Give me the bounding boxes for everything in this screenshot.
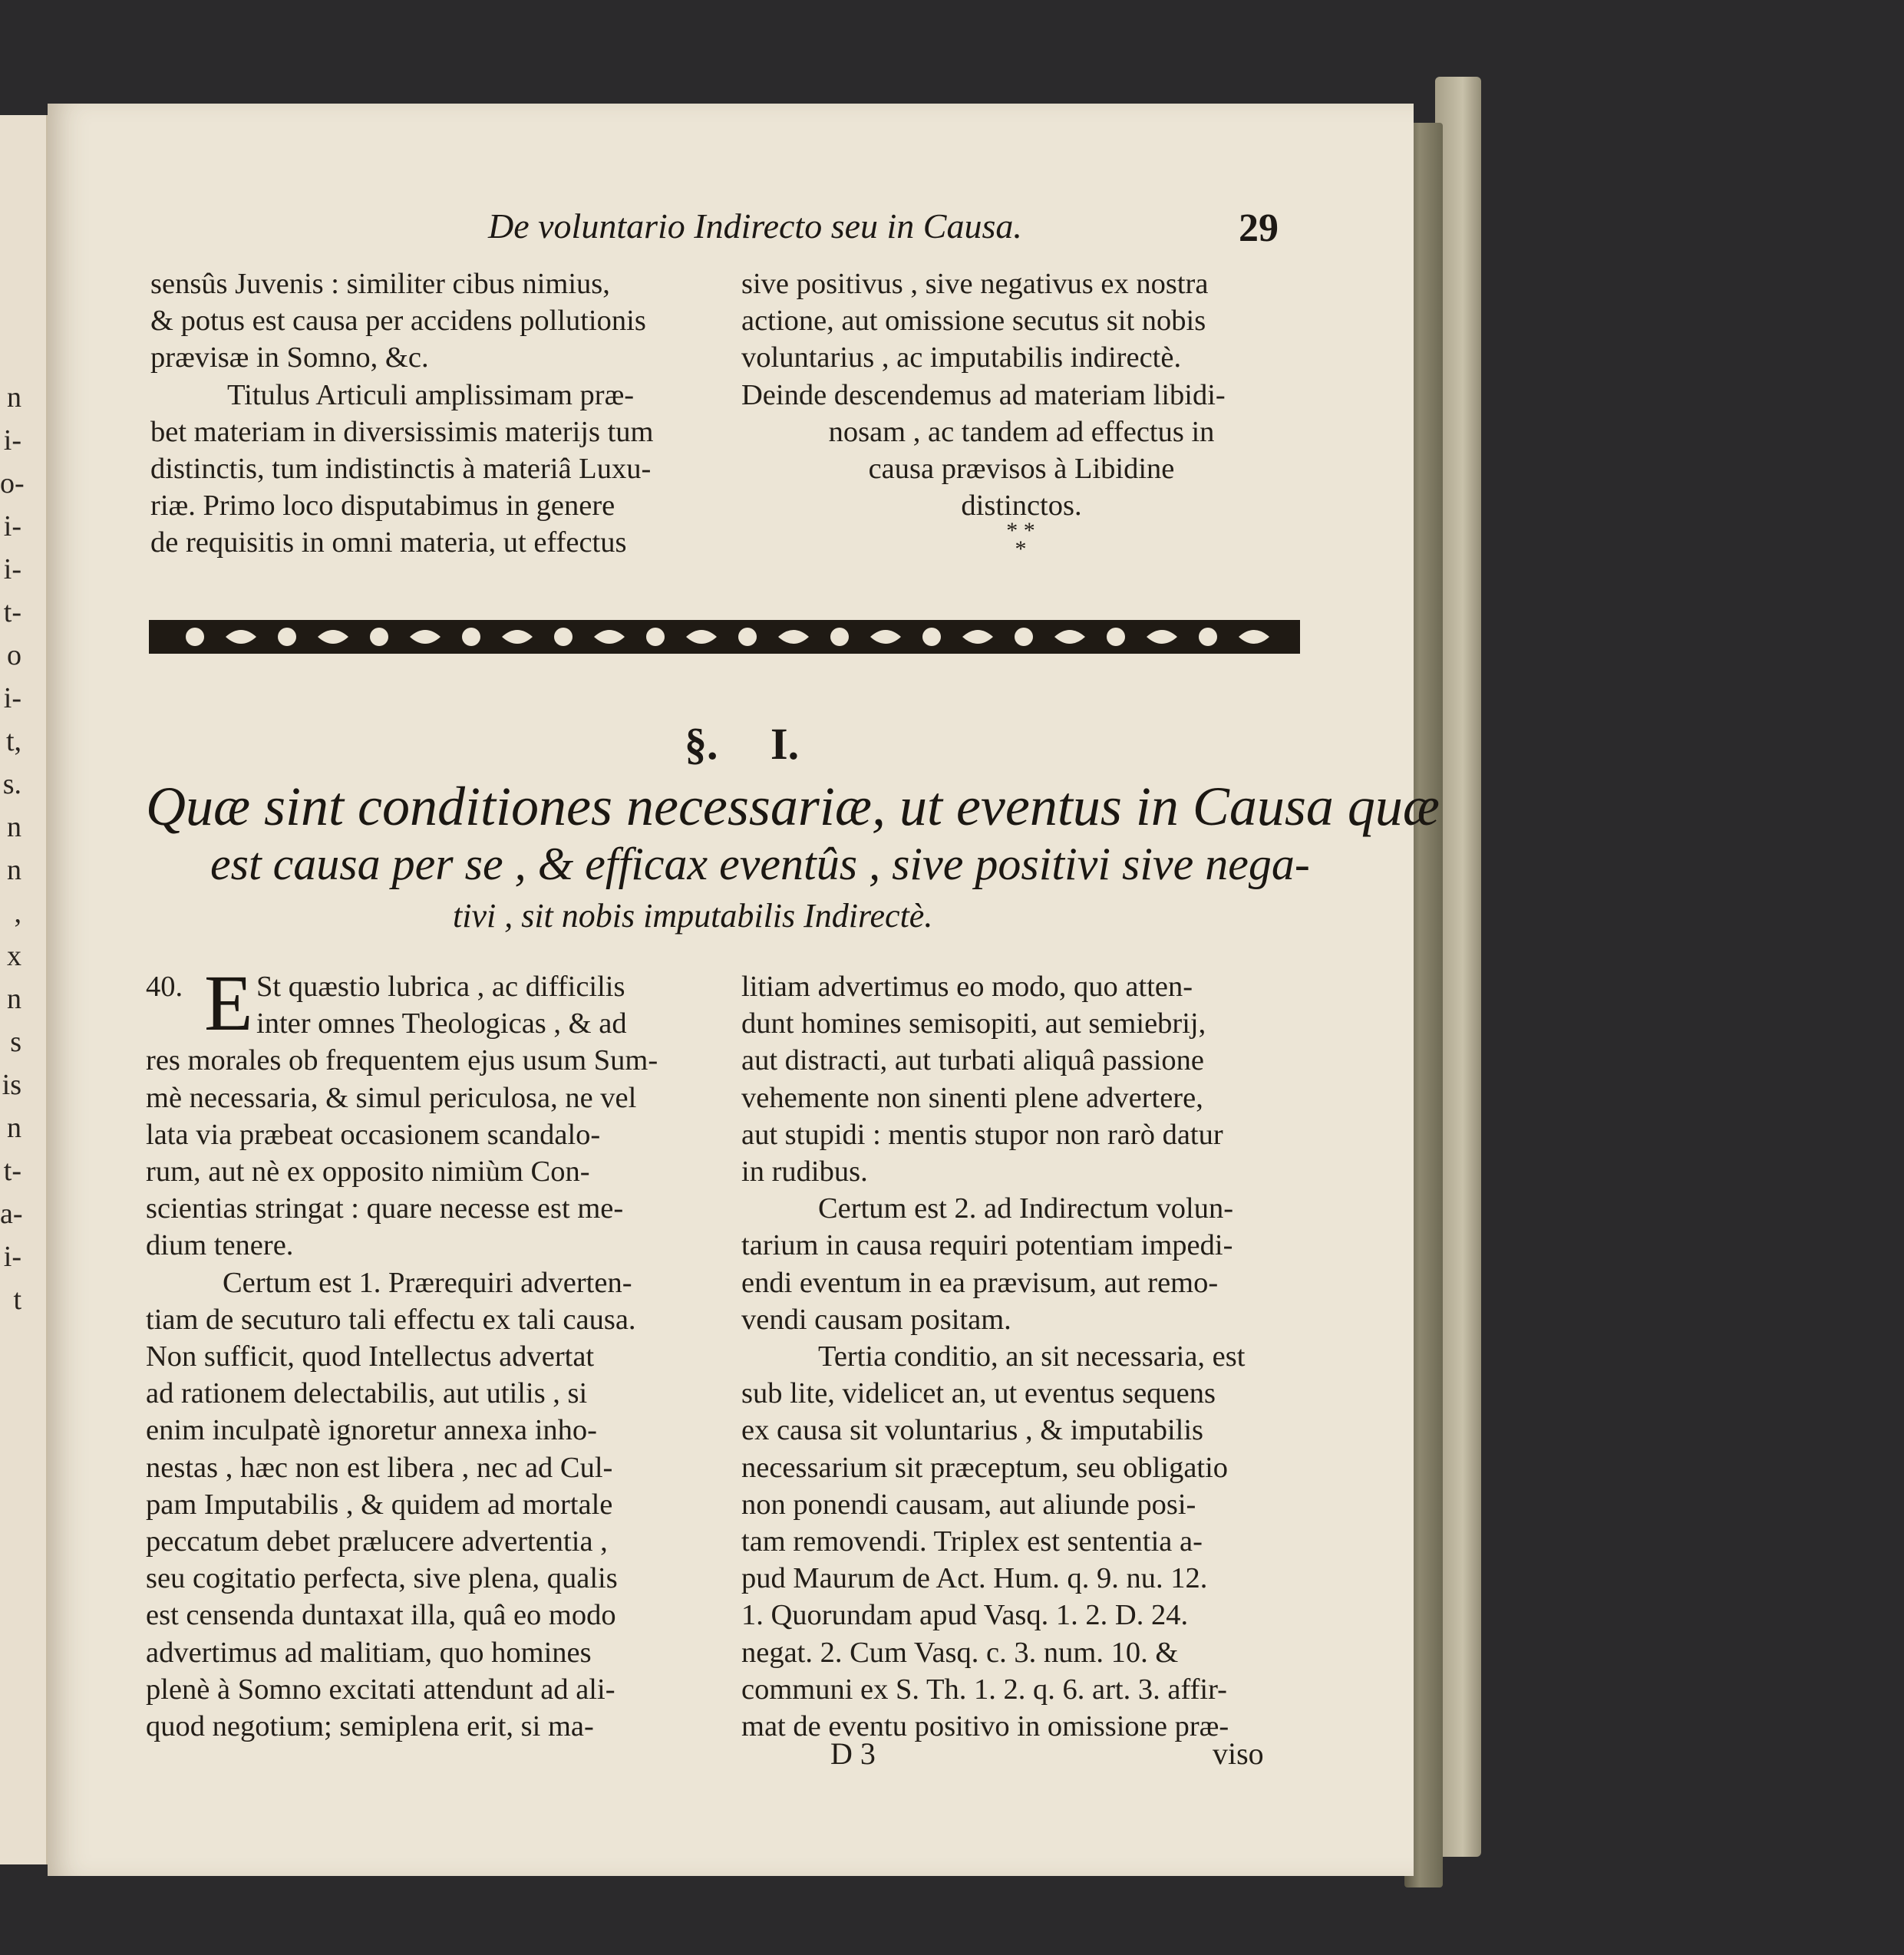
left-column-body-line: [146, 1227, 706, 1264]
left-column-top-line: & potus est causa per accidens pollutionis: [150, 305, 646, 338]
title-line-2: est causa per se , & efficax eventûs , sive positivi sive nega-: [210, 839, 1310, 889]
right-column-body: [741, 968, 1302, 1745]
line-text: tiam de secuturo tali effectu ex tali causa.: [146, 1303, 636, 1336]
line-text: mè necessaria, & simul periculosa, ne vel: [146, 1081, 637, 1114]
left-column-body-line: [146, 1560, 706, 1597]
right-column-top-line: distinctos.: [961, 490, 1082, 523]
facing-page-fragment: n: [7, 854, 21, 886]
drop-cap: E: [204, 959, 253, 1047]
facing-page-fragment: ,: [14, 897, 21, 929]
section-symbol: §.: [685, 719, 718, 769]
line-text: quod negotium; semiplena erit, si ma-: [146, 1710, 594, 1743]
left-column-top-line: de requisitis in omni materia, ut effectus: [150, 526, 627, 559]
right-column-top-line: voluntarius , ac imputabilis indirectè.: [741, 341, 1182, 374]
line-text: res morales ob frequentem ejus usum Sum-: [146, 1044, 658, 1077]
right-column-body-line: negat. 2. Cum Vasq. c. 3. num. 10. &: [741, 1636, 1179, 1669]
right-column-body-line: in rudibus.: [741, 1156, 868, 1188]
right-column-body-line: vehemente non sinenti plene advertere,: [741, 1081, 1203, 1114]
left-column-body-line: [146, 1116, 706, 1153]
running-head: [488, 206, 1302, 252]
right-column-body-line: vendi causam positam.: [741, 1303, 1011, 1336]
facing-page-fragment: x: [7, 940, 21, 972]
line-text: lata via præbeat occasionem scandalo-: [146, 1118, 601, 1151]
left-column-body-line: [146, 1190, 706, 1227]
left-column-body-line: [146, 1301, 706, 1338]
title-line-3: tivi , sit nobis imputabilis Indirectè.: [453, 897, 933, 935]
facing-page-fragment: t-: [3, 1155, 21, 1187]
right-column-top-line: Deinde descendemus ad materiam libidi-: [741, 378, 1226, 411]
right-column-top-line: nosam , ac tandem ad effectus in: [828, 415, 1215, 448]
right-column-body-line: dunt homines semisopiti, aut semiebrij,: [741, 1007, 1206, 1040]
line-text: St quæstio lubrica , ac difficilis: [256, 971, 625, 1003]
facing-page-fragment: o-: [0, 467, 25, 499]
facing-page-edge: [0, 115, 48, 1864]
right-column-top-line: sive positivus , sive negativus ex nostra: [741, 268, 1209, 300]
right-column-body-line: mat de eventu positivo in omissione præ-: [741, 1710, 1229, 1743]
facing-page-fragment: n: [7, 1112, 21, 1144]
line-text: rum, aut nè ex opposito nimiùm Con-: [146, 1156, 590, 1188]
line-text: inter omnes Theologicas , & ad: [256, 1007, 627, 1040]
right-column-body-line: pud Maurum de Act. Hum. q. 9. nu. 12.: [741, 1562, 1208, 1595]
left-column-body-line: [146, 1449, 706, 1486]
facing-page-fragment: n: [7, 381, 21, 414]
asterism: [998, 518, 1044, 562]
running-head-title: De voluntario Indirecto seu in Causa.: [488, 206, 1022, 246]
page-number: 29: [1239, 206, 1279, 250]
left-column-body-line: [146, 1486, 706, 1523]
left-column-body: [146, 959, 706, 1745]
line-text: plenè à Somno excitati attendunt ad ali-: [146, 1673, 615, 1706]
line-text: dium tenere.: [146, 1229, 294, 1262]
left-column-body-line: [146, 1708, 706, 1745]
facing-page-fragment: n: [7, 983, 21, 1015]
right-column-body-line: litiam advertimus eo modo, quo atten-: [741, 971, 1193, 1003]
left-column-body-line: [146, 1523, 706, 1560]
facing-page-fragment: s: [10, 1026, 21, 1058]
line-text: scientias stringat : quare necesse est me-: [146, 1192, 624, 1225]
title-line-1: Quæ sint conditiones necessariæ, ut eventus in Causa quæ: [146, 776, 1440, 837]
left-column-body-line: [146, 1412, 706, 1449]
left-column-top-line: sensûs Juvenis : similiter cibus nimius,: [150, 268, 610, 300]
facing-page-fragment: n: [7, 811, 21, 843]
left-column-top-line: Titulus Articuli amplissimam præ-: [227, 378, 635, 411]
facing-page-fragment: i-: [3, 553, 21, 585]
right-column-body-line: aut stupidi : mentis stupor non rarò datur: [741, 1118, 1223, 1151]
left-column-top: [150, 265, 711, 562]
facing-page-fragment: i-: [3, 424, 21, 457]
right-column-body-line: aut distracti, aut turbati aliquâ passione: [741, 1044, 1204, 1077]
left-column-top-line: prævisæ in Somno, &c.: [150, 341, 429, 374]
decorative-band: [149, 614, 1300, 660]
right-column-body-line: sub lite, videlicet an, ut eventus sequens: [741, 1377, 1216, 1410]
facing-page-fragment: i-: [3, 510, 21, 542]
right-column-body-line: Certum est 2. ad Indirectum volun-: [818, 1192, 1234, 1225]
right-column-body-line: 1. Quorundam apud Vasq. 1. 2. D. 24.: [741, 1599, 1189, 1632]
right-column-body-line: endi eventum in ea prævisum, aut remo-: [741, 1266, 1219, 1299]
signature-mark: D 3: [830, 1736, 876, 1771]
line-text: est censenda duntaxat illa, quâ eo modo: [146, 1599, 616, 1632]
left-column-body-line: [146, 1264, 706, 1301]
right-column-body-line: ex causa sit voluntarius , & imputabilis: [741, 1414, 1204, 1447]
facing-page-fragment: t: [13, 1284, 21, 1316]
facing-page-fragment: i-: [3, 682, 21, 714]
line-text: nestas , hæc non est libera , nec ad Cul-: [146, 1451, 613, 1484]
line-text: enim inculpatè ignoretur annexa inho-: [146, 1414, 597, 1447]
left-column-body-line: [146, 1597, 706, 1634]
facing-page-fragment: i-: [3, 1241, 21, 1273]
line-text: peccatum debet prælucere advertentia ,: [146, 1525, 608, 1558]
right-column-body-line: communi ex S. Th. 1. 2. q. 6. art. 3. affir-: [741, 1673, 1227, 1706]
facing-page-fragment: t-: [3, 596, 21, 628]
facing-page-fragment: t,: [5, 725, 21, 757]
left-column-body-line: [146, 1375, 706, 1412]
right-column-top-line: causa prævisos à Libidine: [868, 453, 1175, 486]
asterism-text: * * *: [1006, 518, 1035, 562]
paragraph-number: 40.: [146, 971, 183, 1003]
left-column-top-line: distinctis, tum indistinctis à materiâ Luxu-: [150, 453, 652, 486]
right-column-body-line: tarium in causa requiri potentiam impedi-: [741, 1229, 1233, 1262]
facing-page-fragments: [0, 376, 25, 1321]
facing-page-fragment: o: [7, 639, 21, 671]
line-text: seu cogitatio perfecta, sive plena, qualis: [146, 1562, 618, 1595]
facing-page-fragment: a-: [0, 1198, 23, 1230]
left-column-top-line: bet materiam in diversissimis materijs tum: [150, 415, 654, 448]
left-column-body-line: [146, 1042, 706, 1079]
line-text: Non sufficit, quod Intellectus advertat: [146, 1340, 595, 1373]
right-column-body-line: necessarium sit præceptum, seu obligatio: [741, 1451, 1229, 1484]
line-text: ad rationem delectabilis, aut utilis , si: [146, 1377, 588, 1410]
facing-page-fragment: is: [2, 1069, 21, 1101]
right-column-body-line: Tertia conditio, an sit necessaria, est: [818, 1340, 1246, 1373]
line-text: pam Imputabilis , & quidem ad mortale: [146, 1488, 613, 1521]
left-column-body-line: [146, 1153, 706, 1190]
right-column-top: [741, 265, 1302, 524]
left-column-body-line: [146, 1671, 706, 1708]
left-column-top-line: riæ. Primo loco disputabimus in genere: [150, 490, 615, 523]
facing-page-fragment: s.: [2, 768, 21, 800]
right-column-top-line: actione, aut omissione secutus sit nobis: [741, 305, 1206, 338]
left-column-body-line: [146, 1080, 706, 1116]
section-number: I.: [771, 719, 800, 769]
left-column-body-line: [146, 1634, 706, 1671]
right-column-body-line: tam removendi. Triplex est sententia a-: [741, 1525, 1203, 1558]
left-column-body-line: [146, 1338, 706, 1375]
line-text: advertimus ad malitiam, quo homines: [146, 1636, 592, 1669]
line-text: Certum est 1. Prærequiri adverten-: [223, 1266, 632, 1299]
right-column-body-line: non ponendi causam, aut aliunde posi-: [741, 1488, 1196, 1521]
catchword: viso: [1213, 1736, 1264, 1771]
